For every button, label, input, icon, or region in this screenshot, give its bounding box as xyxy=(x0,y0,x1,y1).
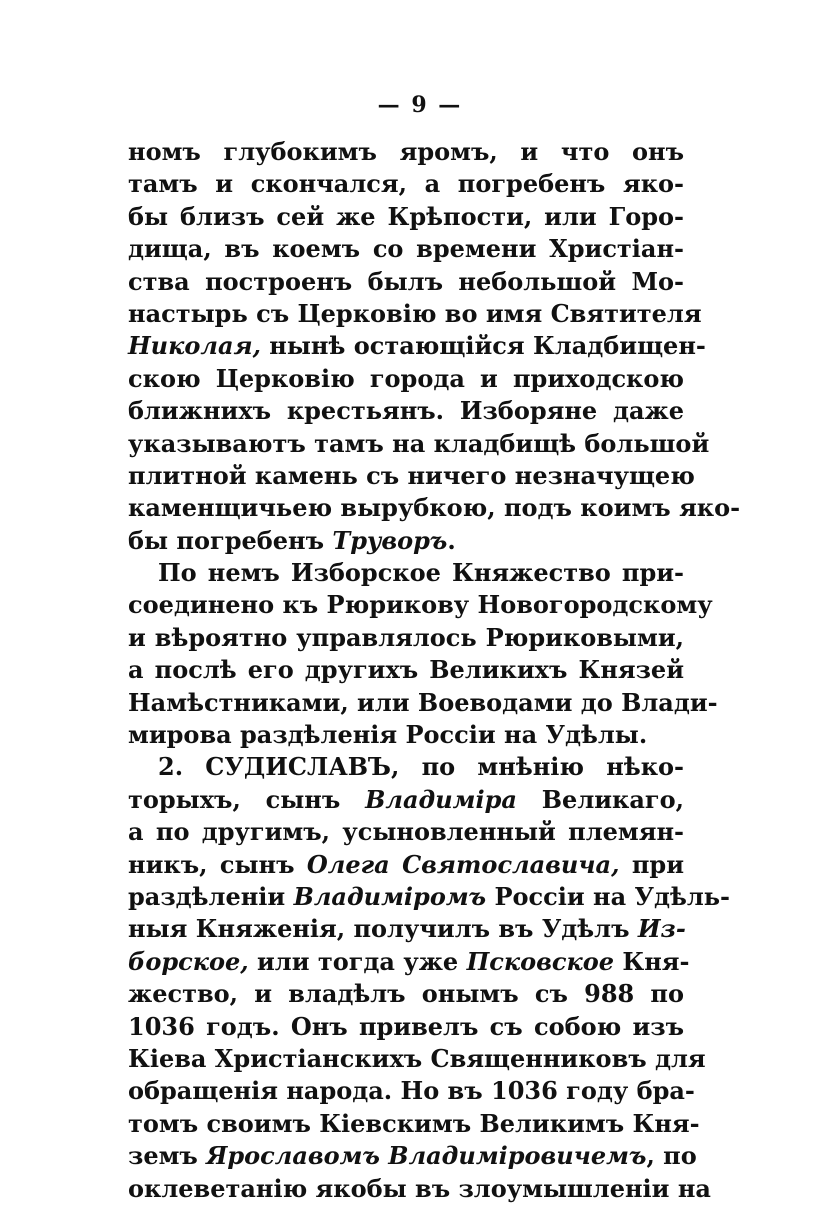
text-line xyxy=(128,298,702,330)
text-segment: торыхъ, сынъ xyxy=(128,784,366,814)
text-segment: и вѣроятно управлялось Рюриковыми, xyxy=(128,622,684,652)
italic-text: Ярославомъ Владиміровичемъ xyxy=(206,1141,647,1171)
text-segment: мирова раздѣленія Россіи на Удѣлы. xyxy=(128,720,648,750)
text-segment: ства построенъ былъ небольшой Мо- xyxy=(128,266,684,296)
text-line xyxy=(128,1011,684,1043)
text-segment: а послѣ его другихъ Великихъ Князей xyxy=(128,655,684,685)
text-segment: указываютъ тамъ на кладбищѣ большой xyxy=(128,428,710,458)
text-line xyxy=(128,1140,697,1172)
text-segment: ближнихъ крестьянъ. Изборяне даже xyxy=(128,396,684,426)
text-line xyxy=(128,913,684,945)
text-line xyxy=(128,1173,711,1205)
text-line xyxy=(128,525,684,557)
text-segment: бы близъ сей же Крѣпости, или Горо- xyxy=(128,201,684,231)
text-segment: раздѣленіи xyxy=(128,881,294,911)
text-segment: томъ своимъ Кіевскимъ Великимъ Кня- xyxy=(128,1108,700,1138)
text-line xyxy=(128,816,684,848)
text-line xyxy=(128,881,730,913)
text-segment: а по другимъ, усыновленный племян- xyxy=(128,817,684,847)
text-line xyxy=(128,654,684,686)
text-segment: жество, и владѣлъ онымъ съ 988 по xyxy=(128,979,684,1009)
text-line xyxy=(128,946,690,978)
text-line xyxy=(128,622,684,654)
text-segment: Великаго, xyxy=(516,784,685,814)
text-segment: соединено къ Рюрикову Новогородскому xyxy=(128,590,713,620)
text-segment: плитной камень съ ничего незначущею xyxy=(128,460,695,490)
text-segment: номъ глубокимъ яромъ, и что онъ xyxy=(128,137,684,166)
text-line xyxy=(128,849,684,881)
text-segment: Намѣстниками, или Воеводами до Влади- xyxy=(128,687,718,717)
italic-text: Псковское xyxy=(466,946,614,976)
text-segment: Россіи на Удѣль- xyxy=(486,881,730,911)
text-line xyxy=(128,784,684,816)
text-line xyxy=(128,589,713,621)
text-segment: скою Церковію города и приходскою xyxy=(128,363,684,393)
text-segment: дища, въ коемъ со времени Христіан- xyxy=(128,234,684,264)
text-line xyxy=(128,201,684,233)
italic-text: Николая, xyxy=(128,331,261,361)
text-line xyxy=(128,233,684,265)
text-segment: . xyxy=(447,525,456,555)
text-segment: обращенія народа. Но въ 1036 году бра- xyxy=(128,1076,695,1106)
body-text xyxy=(128,136,741,1205)
italic-text: Из- xyxy=(637,914,686,944)
text-line xyxy=(128,1075,695,1107)
text-segment: тамъ и скончался, а погребенъ яко- xyxy=(128,169,684,199)
text-line xyxy=(128,492,741,524)
text-line xyxy=(128,1108,700,1140)
text-segment: бы погребенъ xyxy=(128,525,333,555)
text-segment: оклеветанію якобы въ злоумышленіи на xyxy=(128,1173,711,1203)
text-line xyxy=(128,428,710,460)
page-number: — 9 — xyxy=(377,92,463,118)
text-segment: По немъ Изборское Княжество при- xyxy=(158,558,684,588)
text-line xyxy=(128,266,684,298)
text-segment: Кня- xyxy=(614,946,690,976)
text-line xyxy=(128,719,684,751)
text-segment: каменщичьею вырубкою, подъ коимъ яко- xyxy=(128,493,741,523)
text-line xyxy=(128,136,684,168)
text-line xyxy=(128,395,684,427)
text-line xyxy=(128,168,684,200)
italic-text: Владиміромъ xyxy=(293,881,487,911)
text-segment: Кіева Христіанскихъ Священниковъ для xyxy=(128,1043,706,1073)
text-line xyxy=(128,363,684,395)
text-line xyxy=(128,557,684,589)
italic-text: Труворъ xyxy=(332,525,448,555)
text-segment: нынѣ остающійся Кладбищен- xyxy=(260,331,706,361)
text-segment: или тогда уже xyxy=(248,946,467,976)
text-segment: ныя Княженія, получилъ въ Удѣлъ xyxy=(128,914,638,944)
text-line xyxy=(128,460,695,492)
text-line xyxy=(128,1043,706,1075)
text-segment: настырь съ Церковію во имя Святителя xyxy=(128,298,702,328)
text-segment: земъ xyxy=(128,1141,207,1171)
text-segment: , по xyxy=(646,1141,697,1171)
text-line xyxy=(128,751,684,783)
italic-text: борское, xyxy=(128,946,249,976)
text-segment: 1036 годъ. Онъ привелъ съ собою изъ xyxy=(128,1011,684,1041)
text-segment: при xyxy=(619,849,684,879)
text-line xyxy=(128,687,718,719)
italic-text: Владиміра xyxy=(365,784,517,814)
text-segment: 2. СУДИСЛАВЪ, по мнѣнію нѣко- xyxy=(158,752,684,782)
text-line xyxy=(128,978,684,1010)
text-line xyxy=(128,330,706,362)
italic-text: Олега Святославича, xyxy=(306,849,620,879)
text-segment: никъ, сынъ xyxy=(128,849,307,879)
